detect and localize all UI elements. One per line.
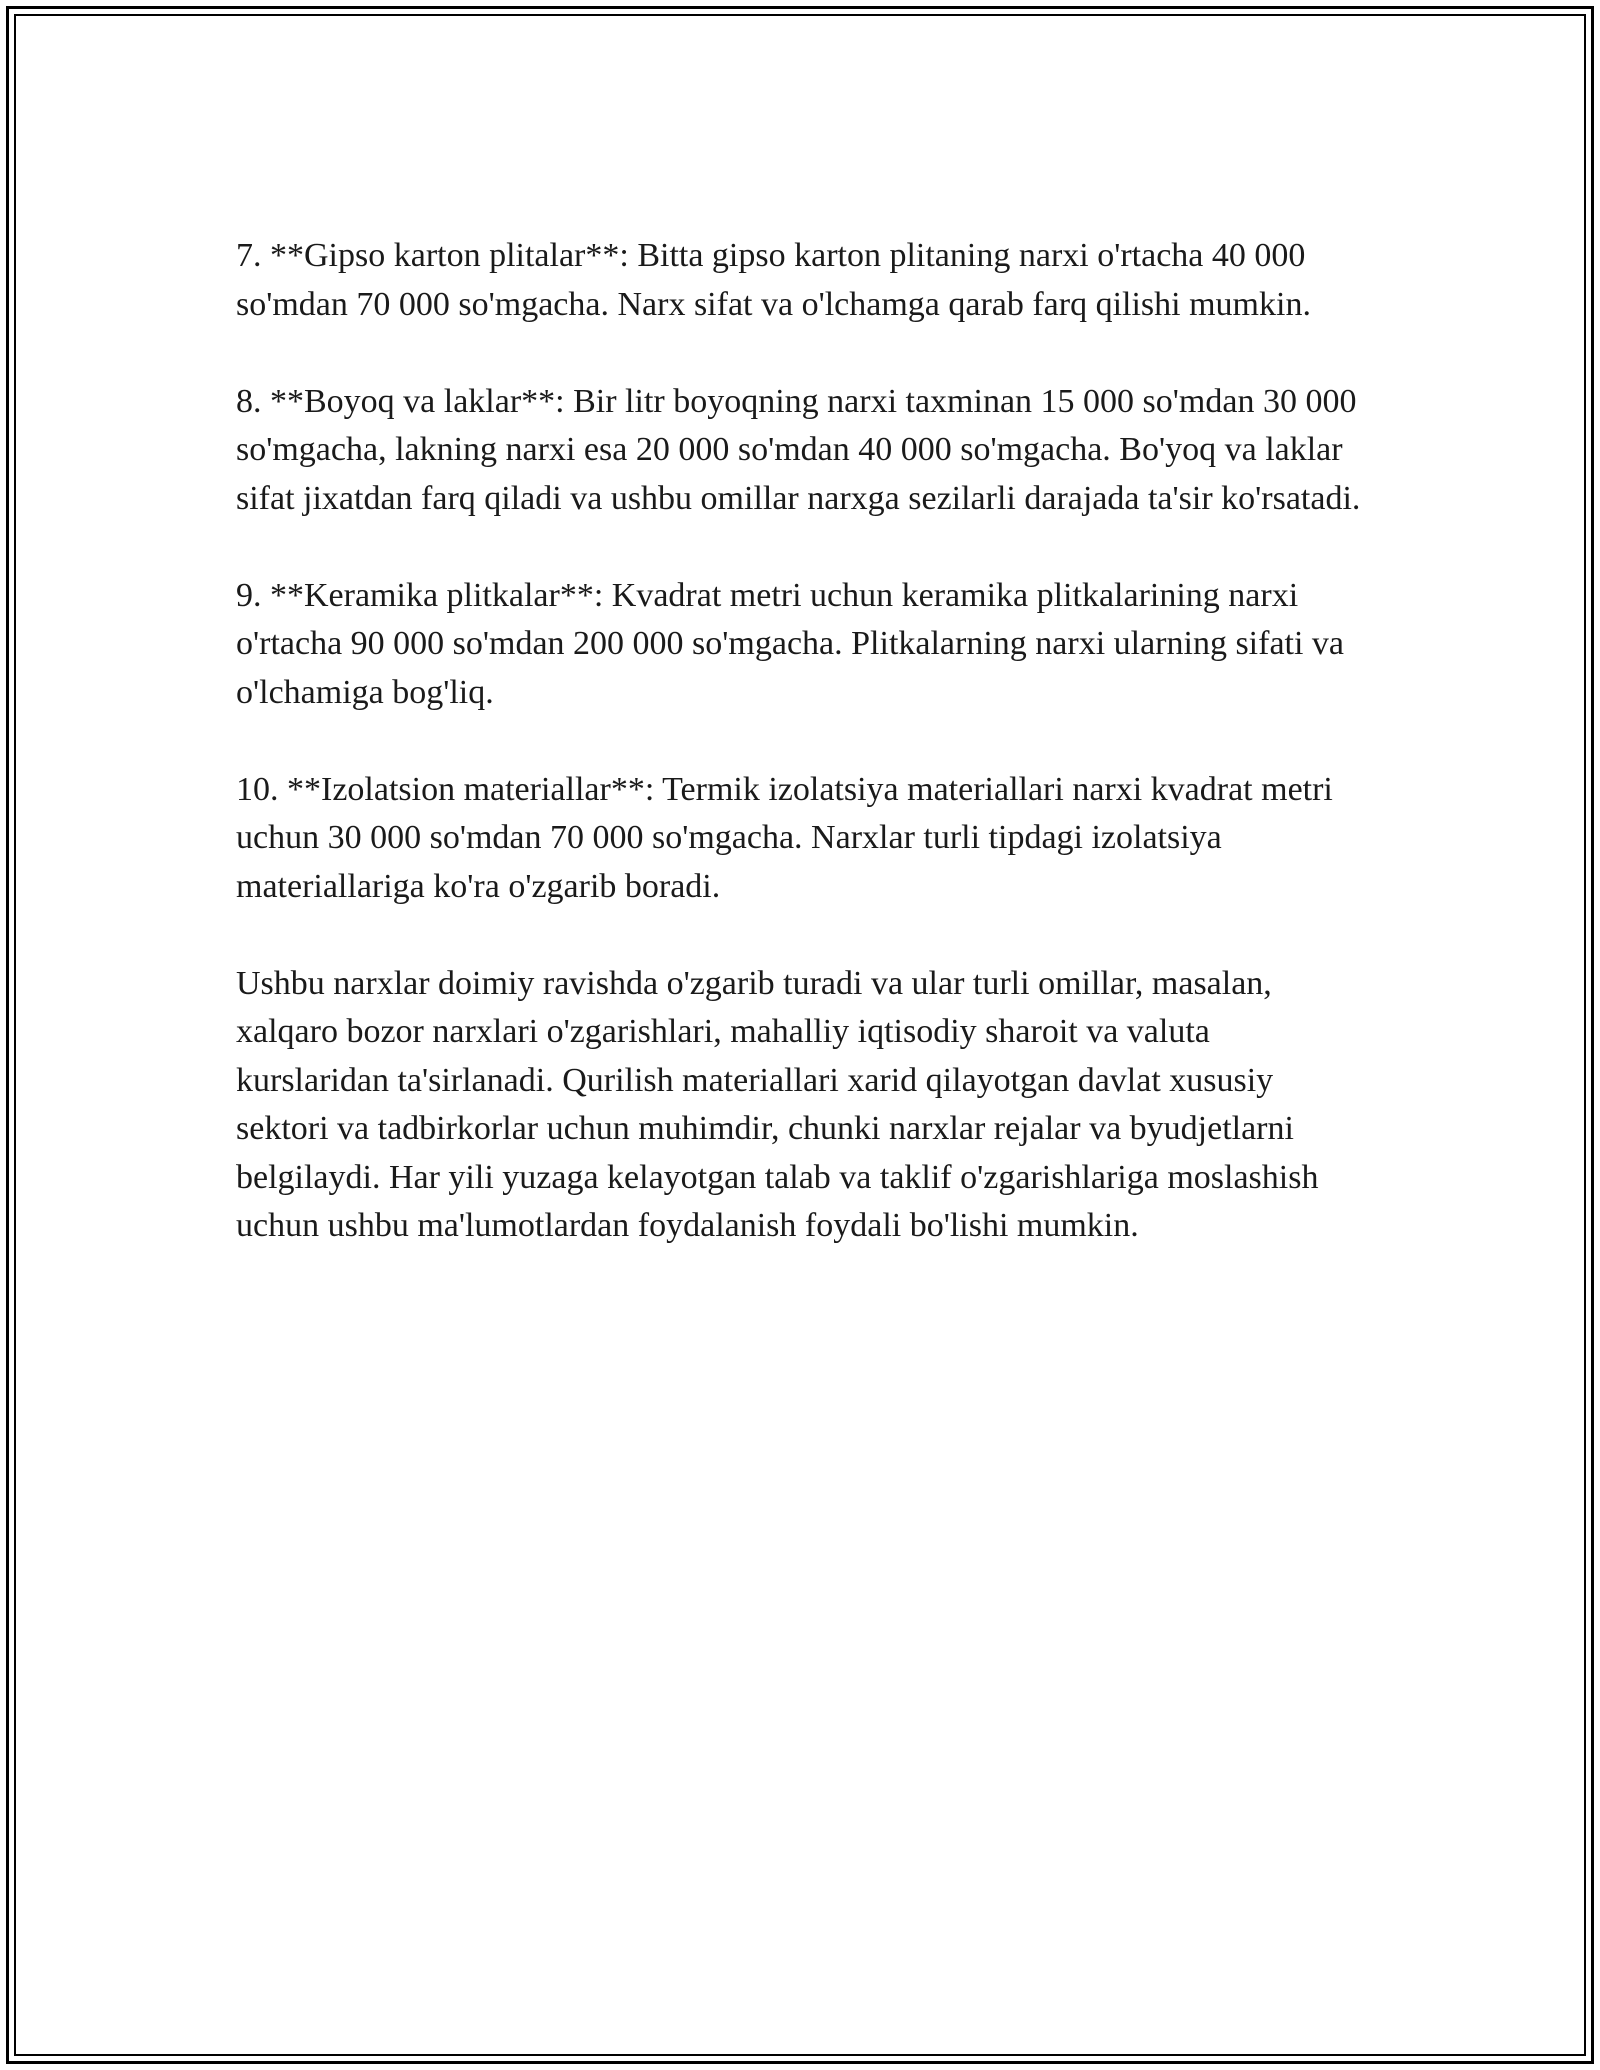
paragraph-izolatsion-materiallar: 10. **Izolatsion materiallar**: Termik izolatsiya materiallari narxi kvadrat metri uchun 30 000 so'mdan 70 000 so'mgacha. Narxlar turli tipdagi izolatsiya materiallariga ko'ra o'zgarib boradi. <box>236 770 1333 905</box>
paragraph-gipso-karton: 7. **Gipso karton plitalar**: Bitta gipso karton plitaning narxi o'rtacha 40 000 so'mdan 70 000 so'mgacha. Narx sifat va o'lchamga qarab farq qilishi mumkin. <box>236 237 1311 323</box>
document-body <box>236 232 1364 1251</box>
paragraph-keramika-plitkalar: 9. **Keramika plitkalar**: Kvadrat metri uchun keramika plitkalarining narxi o'rtacha 90 000 so'mdan 200 000 so'mgacha. Plitkalarning narxi ularning sifati va o'lchamiga bog'liq. <box>236 576 1345 711</box>
paragraph-boyoq-laklar: 8. **Boyoq va laklar**: Bir litr boyoqning narxi taxminan 15 000 so'mdan 30 000 so'mgacha, lakning narxi esa 20 000 so'mdan 40 000 so'mgacha. Bo'yoq va laklar sifat jixatdan farq qiladi va ushbu omillar narxga sezilarli darajada ta'sir ko'rsatadi. <box>236 382 1361 517</box>
paragraph-summary: Ushbu narxlar doimiy ravishda o'zgarib turadi va ular turli omillar, masalan, xalqaro bozor narxlari o'zgarishlari, mahalliy iqtisodiy sharoit va valuta kurslaridan ta'sirlanadi. Qurilish materiallari xarid qilayotgan davlat xususiy sektori va tadbirkorlar uchun muhimdir, chunki narxlar rejalar va byudjetlarni belgilaydi. Har yili yuzaga kelayotgan talab va taklif o'zgarishlariga moslashish uchun ushbu ma'lumotlardan foydalanish foydali bo'lishi mumkin. <box>236 964 1319 1244</box>
